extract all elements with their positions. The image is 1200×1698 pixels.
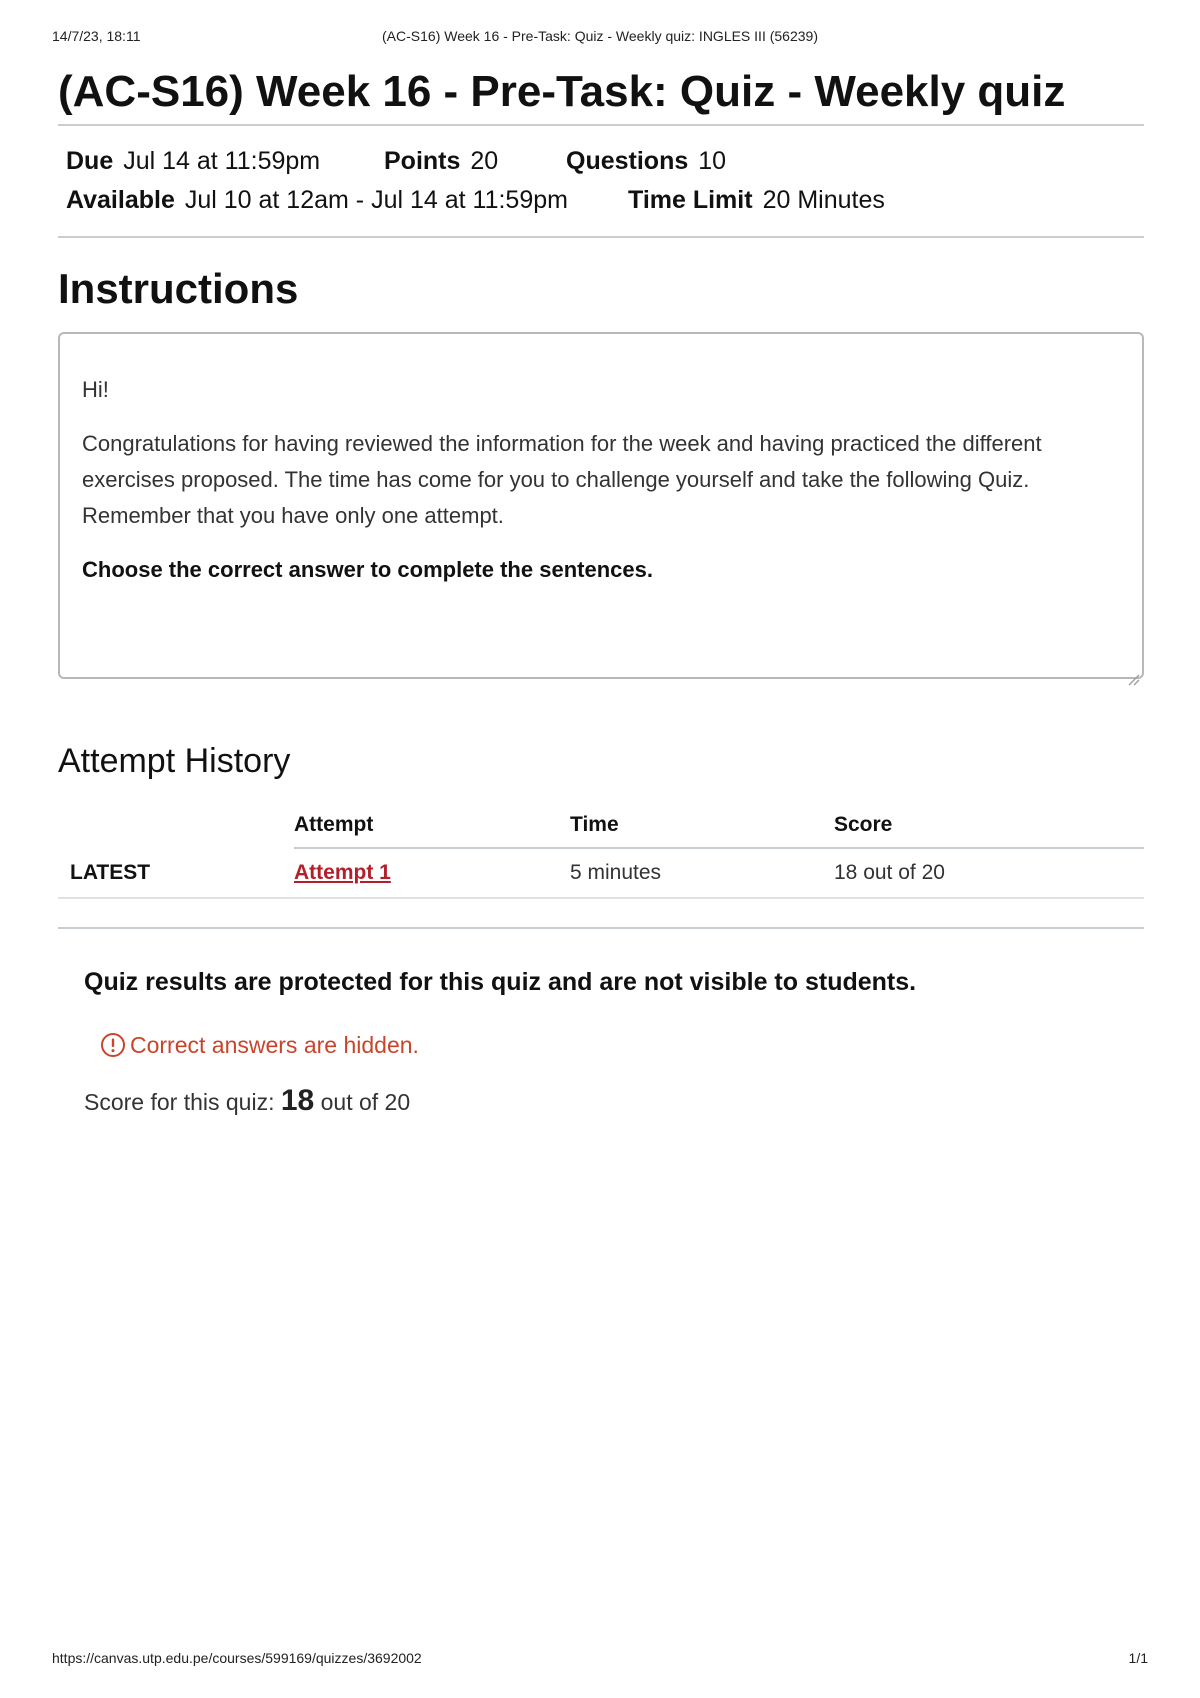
divider bbox=[58, 927, 1144, 929]
page-title: (AC-S16) Week 16 - Pre-Task: Quiz - Weekly quiz bbox=[58, 67, 1066, 116]
score-suffix: out of 20 bbox=[320, 1089, 411, 1115]
time-limit-label: Time Limit bbox=[628, 186, 753, 214]
print-footer bbox=[52, 1650, 1148, 1670]
attempt-history-table bbox=[58, 803, 1144, 899]
quiz-details bbox=[58, 126, 1144, 236]
column-header-time: Time bbox=[570, 803, 834, 848]
time-cell: 5 minutes bbox=[570, 848, 834, 898]
score-prefix: Score for this quiz: bbox=[84, 1089, 275, 1115]
print-page-number: 1/1 bbox=[1128, 1650, 1148, 1666]
available-value: Jul 10 at 12am - Jul 14 at 11:59pm bbox=[184, 186, 568, 214]
column-header-attempt: Attempt bbox=[294, 803, 570, 848]
available-label: Available bbox=[66, 186, 175, 214]
points-value: 20 bbox=[470, 147, 499, 175]
print-doc-title: (AC-S16) Week 16 - Pre-Task: Quiz - Weekly quiz: INGLES III (56239) bbox=[382, 28, 818, 44]
quiz-score bbox=[84, 1083, 1144, 1120]
questions-detail bbox=[566, 142, 726, 181]
table-header-row bbox=[58, 803, 1144, 848]
due-label: Due bbox=[66, 147, 114, 175]
time-limit-detail bbox=[628, 181, 885, 220]
divider bbox=[58, 236, 1144, 238]
attempt-history-heading: Attempt History bbox=[58, 742, 291, 780]
latest-badge: LATEST bbox=[58, 848, 294, 898]
points-detail bbox=[384, 142, 498, 181]
questions-label: Questions bbox=[566, 147, 689, 175]
instructions-body: Congratulations for having reviewed the information for the week and having practiced the different exercises proposed. The time has come for you to challenge yourself and take the following Quiz. Remember that you have only one attempt. bbox=[82, 431, 1042, 528]
available-detail bbox=[66, 181, 568, 220]
instructions-box bbox=[58, 332, 1144, 679]
due-detail bbox=[66, 142, 320, 181]
attempt-1-link[interactable]: Attempt 1 bbox=[294, 861, 391, 884]
due-value: Jul 14 at 11:59pm bbox=[123, 147, 321, 175]
table-row bbox=[58, 848, 1144, 898]
hidden-answers-text: Correct answers are hidden. bbox=[130, 1032, 419, 1058]
quiz-results bbox=[58, 965, 1144, 1120]
column-header-tag bbox=[58, 803, 294, 848]
instructions-directive: Choose the correct answer to complete the sentences. bbox=[82, 557, 653, 582]
alert-circle-icon bbox=[100, 1032, 126, 1058]
quiz-details-row-2 bbox=[66, 181, 1136, 220]
instructions-heading: Instructions bbox=[58, 265, 299, 312]
quiz-page bbox=[58, 58, 1144, 1120]
instructions-greeting: Hi! bbox=[82, 377, 109, 402]
questions-value: 10 bbox=[698, 147, 727, 175]
column-header-score: Score bbox=[834, 803, 1144, 848]
resize-handle-icon[interactable] bbox=[1126, 661, 1140, 675]
hidden-answers-alert bbox=[100, 1029, 1144, 1061]
results-protected-note: Quiz results are protected for this quiz and are not visible to students. bbox=[84, 968, 917, 996]
points-label: Points bbox=[384, 147, 461, 175]
quiz-details-row-1 bbox=[66, 142, 1136, 181]
score-value: 18 bbox=[280, 1084, 315, 1117]
attempt-cell bbox=[294, 848, 570, 898]
print-header bbox=[52, 28, 1148, 48]
print-url: https://canvas.utp.edu.pe/courses/599169/quizzes/3692002 bbox=[52, 1650, 422, 1666]
print-datetime: 14/7/23, 18:11 bbox=[52, 28, 141, 44]
score-cell: 18 out of 20 bbox=[834, 848, 1144, 898]
time-limit-value: 20 Minutes bbox=[762, 186, 885, 214]
